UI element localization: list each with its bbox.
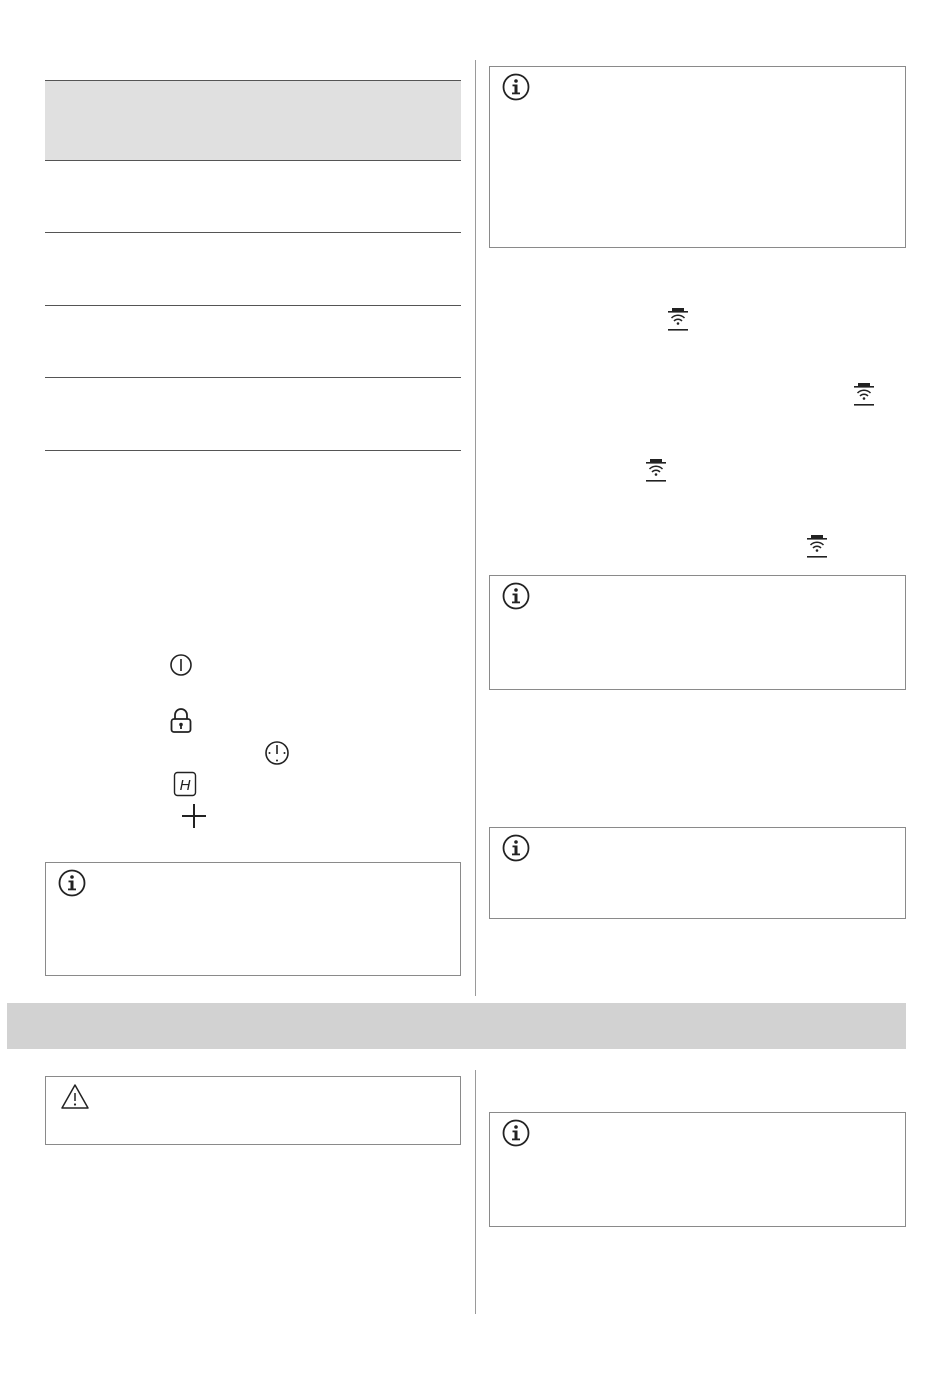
info-box: [489, 827, 906, 919]
hob-to-hood-h-icon: [173, 771, 197, 797]
column-divider-top: [475, 60, 476, 996]
warning-icon: [60, 1083, 90, 1111]
table-header: [45, 80, 461, 161]
table-row: [45, 378, 461, 450]
info-icon: [502, 834, 526, 858]
info-box: [45, 862, 461, 976]
table-rule: [45, 450, 461, 451]
info-box: [489, 66, 906, 248]
warning-box: [45, 1076, 461, 1145]
info-icon: [502, 1119, 526, 1143]
info-icon: [502, 582, 526, 606]
info-icon: [502, 73, 526, 97]
hob-to-hood-icon: [853, 382, 875, 408]
section-heading-band: [7, 1003, 906, 1049]
hob-to-hood-icon: [806, 534, 828, 560]
plus-icon: [180, 802, 208, 830]
column-divider-bottom: [475, 1070, 476, 1314]
svg-text:H: H: [179, 777, 191, 794]
info-box: [489, 1112, 906, 1227]
lock-icon: [169, 708, 193, 734]
info-box: [489, 575, 906, 690]
power-icon: [169, 653, 193, 677]
hob-to-hood-icon: [645, 458, 667, 484]
info-icon: [58, 869, 82, 893]
table-row: [45, 233, 461, 305]
timer-icon: [264, 740, 290, 766]
table-row: [45, 306, 461, 378]
table-row: [45, 160, 461, 232]
hob-to-hood-icon: [667, 307, 689, 333]
